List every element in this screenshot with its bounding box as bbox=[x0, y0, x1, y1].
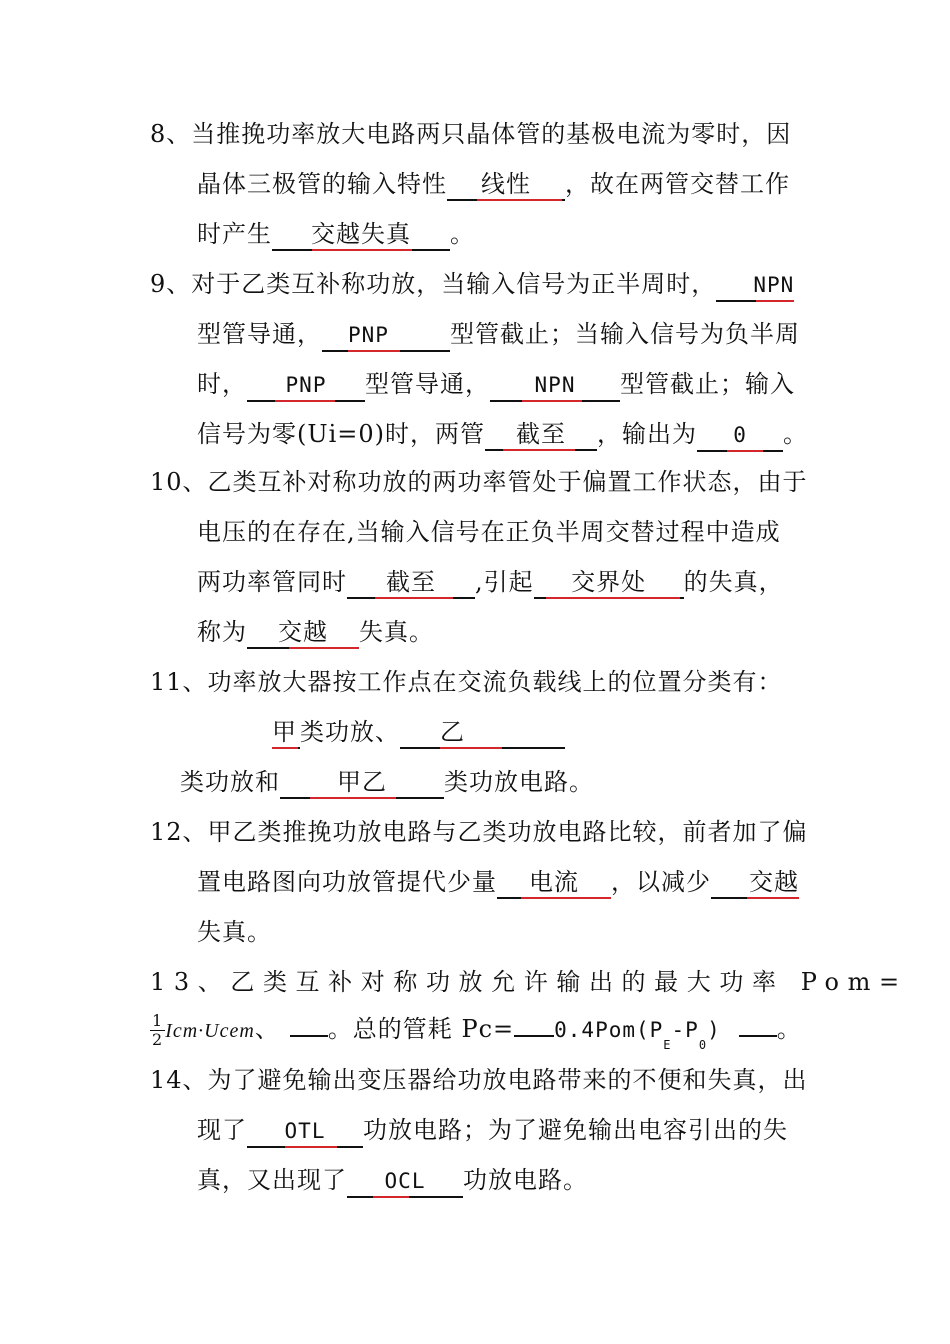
answer-blank bbox=[400, 717, 565, 749]
q13-text: 。总的管耗 Pc= bbox=[327, 1015, 515, 1043]
red-underline bbox=[310, 797, 396, 799]
answer-text: 线性 bbox=[481, 170, 531, 198]
red-underline bbox=[727, 450, 763, 452]
q11-line2 bbox=[272, 716, 565, 749]
q9-text: 型管截止；输入 bbox=[620, 370, 795, 398]
q9-line2 bbox=[197, 318, 800, 352]
answer-blank bbox=[347, 567, 475, 599]
red-underline bbox=[756, 300, 794, 302]
q10-line2 bbox=[197, 516, 781, 548]
q8-text: ，故在两管交替工作 bbox=[565, 170, 790, 198]
subscript: 0 bbox=[698, 1038, 708, 1052]
q12-line1 bbox=[150, 816, 808, 848]
q12-text: ，以减少 bbox=[611, 868, 711, 896]
answer-text: 甲 bbox=[272, 718, 297, 746]
answer-text: 电流 bbox=[529, 868, 579, 896]
answer-text: NPN bbox=[534, 373, 576, 397]
q9-text: ，输出为 bbox=[597, 420, 698, 448]
answer-text: 甲乙 bbox=[337, 768, 387, 796]
q10-line3 bbox=[197, 566, 784, 599]
q13-answer bbox=[554, 1018, 721, 1052]
q13-text: 。 bbox=[776, 1015, 802, 1043]
answer-text: 交越 bbox=[278, 618, 328, 646]
q10-text: 两功率管同时 bbox=[197, 568, 347, 596]
q9-text: 。 bbox=[783, 420, 809, 448]
answer-text: 乙 bbox=[440, 718, 465, 746]
red-underline bbox=[312, 249, 412, 251]
answer-text: 交越 bbox=[749, 868, 799, 896]
q11-text: 类功放和 bbox=[180, 768, 280, 796]
q8-text: 。 bbox=[450, 220, 475, 248]
q14-text: 现了 bbox=[197, 1116, 247, 1144]
q9-line1 bbox=[150, 268, 794, 302]
answer-blank bbox=[247, 617, 359, 649]
answer-blank bbox=[322, 320, 450, 352]
answer-text: PNP bbox=[348, 323, 389, 347]
q13-text: 13、乙类互补对称功放允许输出的最大功率 Pom= bbox=[150, 968, 908, 996]
answer-blank bbox=[272, 219, 450, 251]
answer-blank bbox=[280, 767, 444, 799]
fraction-numerator: 1 bbox=[152, 1011, 164, 1030]
answer-blank bbox=[716, 270, 794, 302]
q9-line4 bbox=[197, 418, 808, 452]
q9-text: 型管导通， bbox=[197, 320, 322, 348]
answer-text: OCL bbox=[384, 1169, 426, 1193]
answer-blank bbox=[711, 867, 799, 899]
q14-text: 真，又出现了 bbox=[197, 1166, 347, 1194]
red-underline bbox=[477, 199, 562, 201]
answer-blank bbox=[514, 1035, 554, 1037]
answer-blank bbox=[290, 1035, 328, 1037]
q14-text: 功放电路；为了避免输出电容引出的失 bbox=[363, 1116, 788, 1144]
q8-text: 时产生 bbox=[197, 220, 272, 248]
formula: Icm·Ucem bbox=[165, 1020, 255, 1042]
red-underline bbox=[440, 747, 502, 749]
q13-line2 bbox=[150, 1011, 802, 1052]
answer-blank bbox=[447, 169, 565, 201]
answer-text: 交界处 bbox=[571, 568, 647, 596]
q8-text: 8、当推挽功率放大电路两只晶体管的基极电流为零时，因 bbox=[150, 120, 792, 148]
answer-text: 截至 bbox=[386, 568, 436, 596]
red-underline bbox=[546, 597, 680, 599]
red-underline bbox=[747, 897, 799, 899]
q12-text: 12、甲乙类推挽功放电路与乙类功放电路比较，前者加了偏 bbox=[150, 818, 808, 846]
q10-text: 称为 bbox=[197, 618, 247, 646]
q8-text: 晶体三极管的输入特性 bbox=[197, 170, 447, 198]
answer-blank bbox=[534, 567, 684, 599]
answer-text: PNP bbox=[285, 373, 327, 397]
q10-line4 bbox=[197, 616, 434, 649]
red-underline bbox=[285, 1146, 337, 1148]
answer-text: 0.4Pom(P bbox=[554, 1018, 664, 1042]
answer-text: -P bbox=[671, 1018, 699, 1042]
q12-line2 bbox=[197, 866, 799, 899]
q11-text: 类功放电路。 bbox=[444, 768, 594, 796]
answer-blank bbox=[697, 420, 783, 452]
answer-blank bbox=[739, 1035, 777, 1037]
red-underline bbox=[375, 597, 453, 599]
q11-line3 bbox=[180, 766, 594, 799]
q9-text: 信号为零(Ui=0)时，两管 bbox=[197, 420, 486, 448]
q9-text: 型管导通， bbox=[365, 370, 490, 398]
q10-text: 失真。 bbox=[359, 618, 434, 646]
answer-text: ) bbox=[707, 1018, 721, 1042]
q8-line2 bbox=[197, 168, 790, 201]
red-underline bbox=[522, 400, 582, 402]
q14-line3 bbox=[197, 1164, 588, 1198]
q12-text: 失真。 bbox=[197, 918, 272, 946]
q13-text: 、 bbox=[254, 1015, 280, 1043]
q11-text: 11、功率放大器按工作点在交流负载线上的位置分类有： bbox=[150, 668, 783, 696]
answer-text: 截至 bbox=[516, 420, 567, 448]
q9-line3 bbox=[197, 368, 795, 402]
q9-text: 9、对于乙类互补称功放，当输入信号为正半周时， bbox=[150, 270, 717, 298]
answer-blank bbox=[247, 1116, 363, 1148]
q14-text: 14、为了避免输出变压器给功放电路带来的不便和失真，出 bbox=[150, 1066, 808, 1094]
q12-line3 bbox=[197, 916, 272, 948]
q10-text: 电压的在存在,当输入信号在正负半周交替过程中造成 bbox=[197, 518, 781, 546]
q8-line1 bbox=[150, 118, 791, 150]
answer-blank bbox=[497, 867, 611, 899]
red-underline bbox=[275, 400, 335, 402]
answer-blank bbox=[490, 370, 620, 402]
q10-text: ,引起 bbox=[475, 568, 534, 596]
red-underline bbox=[289, 647, 359, 649]
fraction-denominator: 2 bbox=[152, 1030, 164, 1049]
answer-blank bbox=[247, 370, 365, 402]
q12-text: 置电路图向功放管提代少量 bbox=[197, 868, 497, 896]
q14-line1 bbox=[150, 1064, 808, 1096]
red-underline bbox=[272, 747, 298, 749]
q11-line1 bbox=[150, 666, 783, 698]
red-underline bbox=[521, 897, 611, 899]
answer-blank bbox=[347, 1166, 463, 1198]
q13-line1 bbox=[150, 966, 908, 998]
q8-line3 bbox=[197, 218, 475, 251]
fraction bbox=[150, 1012, 165, 1049]
q11-text: 类功放、 bbox=[300, 718, 400, 746]
answer-blank bbox=[485, 419, 597, 451]
subscript: E bbox=[663, 1038, 672, 1052]
answer-text: NPN bbox=[753, 273, 795, 297]
q9-text: 时， bbox=[197, 370, 247, 398]
q9-text: 型管截止；当输入信号为负半周 bbox=[450, 320, 800, 348]
red-underline bbox=[503, 449, 575, 451]
q14-text: 功放电路。 bbox=[463, 1166, 588, 1194]
red-underline bbox=[373, 1196, 409, 1198]
answer-blank bbox=[272, 717, 300, 749]
answer-text: OTL bbox=[284, 1119, 326, 1143]
q10-line1 bbox=[150, 466, 808, 498]
q10-text: 的失真， bbox=[683, 568, 784, 596]
red-underline bbox=[348, 350, 400, 352]
q14-line2 bbox=[197, 1114, 788, 1148]
answer-text: 交越失真 bbox=[311, 220, 411, 248]
answer-text: 0 bbox=[733, 423, 747, 447]
q10-text: 10、乙类互补对称功放的两功率管处于偏置工作状态，由于 bbox=[150, 468, 808, 496]
